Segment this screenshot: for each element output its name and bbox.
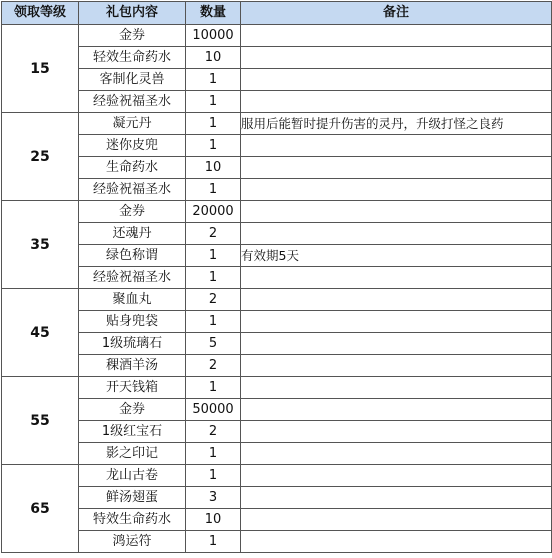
item-cell: 开天钱箱 — [79, 377, 186, 399]
quantity-cell: 1 — [186, 465, 241, 487]
item-cell: 经验祝福圣水 — [79, 179, 186, 201]
item-cell: 凝元丹 — [79, 113, 186, 135]
item-cell: 龙山古卷 — [79, 465, 186, 487]
item-cell: 特效生命药水 — [79, 509, 186, 531]
table-row — [2, 355, 552, 377]
quantity-cell: 10000 — [186, 25, 241, 47]
header-level: 领取等级 — [2, 2, 79, 25]
note-cell — [241, 333, 552, 355]
note-cell — [241, 443, 552, 465]
table-row — [2, 509, 552, 531]
note-cell — [241, 311, 552, 333]
quantity-cell: 2 — [186, 355, 241, 377]
table-row — [2, 223, 552, 245]
item-cell: 还魂丹 — [79, 223, 186, 245]
item-cell: 贴身兜袋 — [79, 311, 186, 333]
note-cell — [241, 223, 552, 245]
level-cell: 25 — [2, 113, 79, 201]
table-row — [2, 157, 552, 179]
item-cell: 鲜汤翅蛋 — [79, 487, 186, 509]
quantity-cell: 1 — [186, 267, 241, 289]
note-cell — [241, 25, 552, 47]
table-row — [2, 267, 552, 289]
header-quantity: 数量 — [186, 2, 241, 25]
level-cell: 35 — [2, 201, 79, 289]
note-cell — [241, 157, 552, 179]
header-row — [2, 2, 552, 25]
quantity-cell: 50000 — [186, 399, 241, 421]
note-cell — [241, 179, 552, 201]
quantity-cell: 2 — [186, 421, 241, 443]
table-body — [2, 25, 552, 553]
level-cell: 15 — [2, 25, 79, 113]
note-cell — [241, 531, 552, 553]
quantity-cell: 1 — [186, 91, 241, 113]
item-cell: 1级琉璃石 — [79, 333, 186, 355]
item-cell: 影之印记 — [79, 443, 186, 465]
quantity-cell: 5 — [186, 333, 241, 355]
item-cell: 经验祝福圣水 — [79, 267, 186, 289]
item-cell: 金券 — [79, 25, 186, 47]
table-row — [2, 487, 552, 509]
note-cell — [241, 377, 552, 399]
note-cell: 有效期5天 — [241, 245, 552, 267]
header-content: 礼包内容 — [79, 2, 186, 25]
quantity-cell: 3 — [186, 487, 241, 509]
quantity-cell: 1 — [186, 135, 241, 157]
note-cell — [241, 487, 552, 509]
table-row — [2, 531, 552, 553]
note-cell — [241, 91, 552, 113]
item-cell: 客制化灵兽 — [79, 69, 186, 91]
table-row — [2, 421, 552, 443]
table-row — [2, 47, 552, 69]
item-cell: 金券 — [79, 399, 186, 421]
note-cell — [241, 509, 552, 531]
quantity-cell: 1 — [186, 245, 241, 267]
note-cell — [241, 421, 552, 443]
note-cell — [241, 289, 552, 311]
item-cell: 聚血丸 — [79, 289, 186, 311]
table-row — [2, 377, 552, 399]
note-cell — [241, 399, 552, 421]
quantity-cell: 1 — [186, 179, 241, 201]
quantity-cell: 1 — [186, 443, 241, 465]
note-cell — [241, 201, 552, 223]
level-cell: 55 — [2, 377, 79, 465]
quantity-cell: 2 — [186, 223, 241, 245]
item-cell: 迷你皮兜 — [79, 135, 186, 157]
note-cell — [241, 465, 552, 487]
quantity-cell: 1 — [186, 311, 241, 333]
note-cell — [241, 267, 552, 289]
table-row — [2, 179, 552, 201]
table-row — [2, 135, 552, 157]
table-row — [2, 25, 552, 47]
table-row — [2, 443, 552, 465]
quantity-cell: 1 — [186, 531, 241, 553]
table-row — [2, 311, 552, 333]
note-cell: 服用后能暂时提升伤害的灵丹，升级打怪之良药 — [241, 113, 552, 135]
quantity-cell: 20000 — [186, 201, 241, 223]
gift-package-table — [1, 1, 552, 553]
note-cell — [241, 135, 552, 157]
table-row — [2, 201, 552, 223]
header-note: 备注 — [241, 2, 552, 25]
item-cell: 金券 — [79, 201, 186, 223]
item-cell: 经验祝福圣水 — [79, 91, 186, 113]
quantity-cell: 1 — [186, 113, 241, 135]
item-cell: 鸿运符 — [79, 531, 186, 553]
note-cell — [241, 69, 552, 91]
item-cell: 绿色称谓 — [79, 245, 186, 267]
quantity-cell: 2 — [186, 289, 241, 311]
item-cell: 生命药水 — [79, 157, 186, 179]
note-cell — [241, 355, 552, 377]
table-row — [2, 333, 552, 355]
level-cell: 45 — [2, 289, 79, 377]
quantity-cell: 10 — [186, 157, 241, 179]
table-row — [2, 113, 552, 135]
table-row — [2, 465, 552, 487]
quantity-cell: 1 — [186, 377, 241, 399]
quantity-cell: 10 — [186, 509, 241, 531]
table-row — [2, 69, 552, 91]
table-row — [2, 289, 552, 311]
note-cell — [241, 47, 552, 69]
table-row — [2, 399, 552, 421]
level-cell: 65 — [2, 465, 79, 553]
item-cell: 稞酒羊汤 — [79, 355, 186, 377]
quantity-cell: 10 — [186, 47, 241, 69]
table-row — [2, 245, 552, 267]
quantity-cell: 1 — [186, 69, 241, 91]
item-cell: 轻效生命药水 — [79, 47, 186, 69]
item-cell: 1级红宝石 — [79, 421, 186, 443]
table-row — [2, 91, 552, 113]
